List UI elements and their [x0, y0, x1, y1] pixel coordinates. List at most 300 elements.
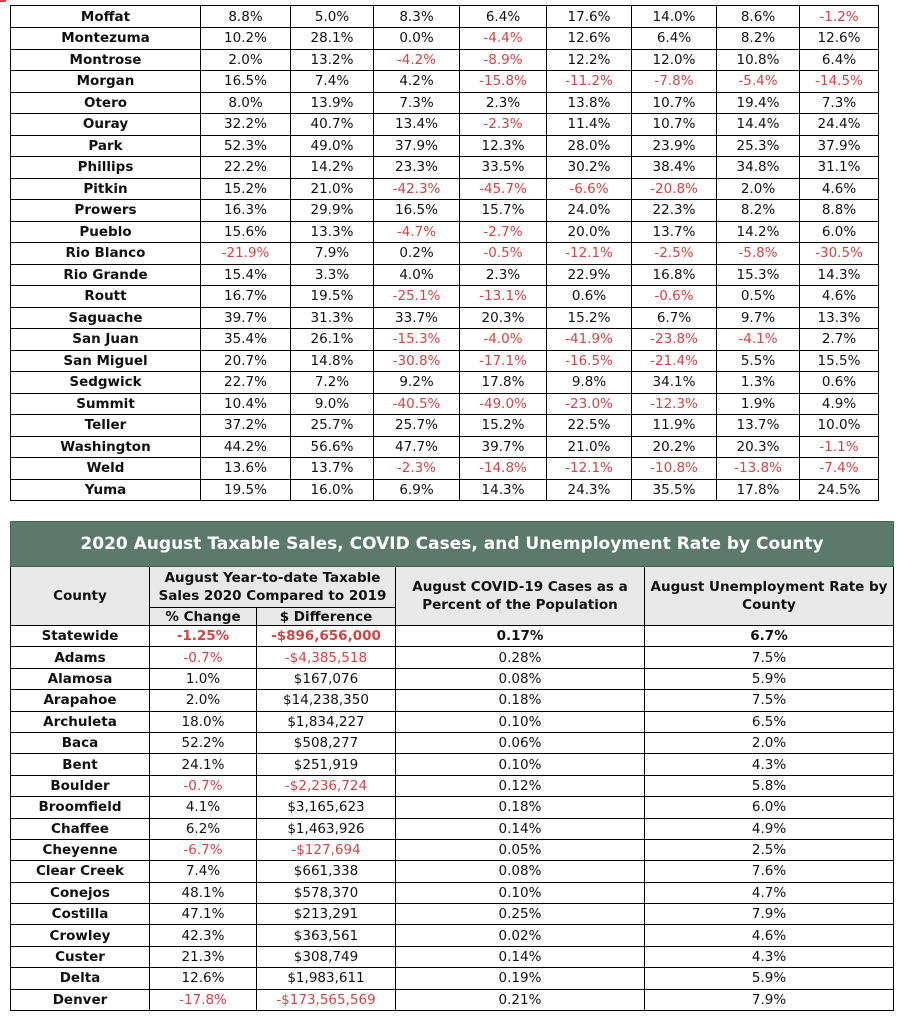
county-name-cell: Adams [11, 647, 150, 668]
rate-cell: 0.0% [374, 28, 460, 50]
pct-change-cell: 6.2% [150, 818, 257, 839]
covid-percent-cell: 0.25% [396, 904, 645, 925]
county-name-cell: Conejos [11, 882, 150, 903]
unemployment-rate-cell: 4.3% [645, 754, 894, 775]
rate-cell: 35.4% [201, 329, 291, 351]
rate-cell: 32.2% [201, 114, 291, 136]
rate-cell: 15.2% [547, 307, 632, 329]
rate-cell: 23.9% [632, 135, 717, 157]
rate-cell: 24.3% [547, 479, 632, 501]
rate-cell: 14.3% [800, 264, 879, 286]
table-row [11, 754, 894, 775]
pct-change-cell: 48.1% [150, 882, 257, 903]
rate-cell: -12.1% [547, 458, 632, 480]
rate-cell: 22.7% [201, 372, 291, 394]
rate-cell: 20.0% [547, 221, 632, 243]
covid-percent-cell: 0.21% [396, 989, 645, 1010]
rate-cell: 20.3% [717, 436, 800, 458]
rate-cell: 9.2% [374, 372, 460, 394]
rate-cell: -4.2% [374, 49, 460, 71]
rate-cell: -13.1% [460, 286, 547, 308]
county-name-cell: Clear Creek [11, 861, 150, 882]
rate-cell: 8.8% [800, 200, 879, 222]
county-name-cell: Arapahoe [11, 690, 150, 711]
rate-cell: -40.5% [374, 393, 460, 415]
rate-cell: 14.8% [291, 350, 374, 372]
table-row [11, 71, 879, 93]
rate-cell: 6.7% [632, 307, 717, 329]
rate-cell: 8.3% [374, 6, 460, 28]
pct-change-cell: 1.0% [150, 668, 257, 689]
county-name-cell: Crowley [11, 925, 150, 946]
rate-cell: 22.5% [547, 415, 632, 437]
covid-percent-cell: 0.14% [396, 946, 645, 967]
rate-cell: -49.0% [460, 393, 547, 415]
rate-cell: 25.3% [717, 135, 800, 157]
table-row [11, 839, 894, 860]
rate-cell: 3.3% [291, 264, 374, 286]
county-name-cell: Denver [11, 989, 150, 1010]
rate-cell: -15.3% [374, 329, 460, 351]
rate-cell: 15.7% [460, 200, 547, 222]
unemployment-rate-cell: 5.9% [645, 968, 894, 989]
rate-cell: 4.6% [800, 178, 879, 200]
table-row [11, 200, 879, 222]
table-row [11, 797, 894, 818]
covid-percent-cell: 0.18% [396, 797, 645, 818]
rate-cell: 38.4% [632, 157, 717, 179]
rate-cell: 10.7% [632, 92, 717, 114]
rate-cell: 22.2% [201, 157, 291, 179]
rate-cell: 2.3% [460, 264, 547, 286]
rate-cell: 8.8% [201, 6, 291, 28]
county-name-cell: Weld [11, 458, 201, 480]
county-header: County [11, 567, 150, 626]
rate-cell: 13.8% [547, 92, 632, 114]
unemployment-rate-cell: 2.5% [645, 839, 894, 860]
covid-percent-cell: 0.10% [396, 754, 645, 775]
rate-cell: 12.3% [460, 135, 547, 157]
table-row [11, 968, 894, 989]
pct-change-cell: -0.7% [150, 647, 257, 668]
rate-cell: 12.2% [547, 49, 632, 71]
rate-cell: 2.0% [201, 49, 291, 71]
dollar-difference-cell: $1,834,227 [257, 711, 396, 732]
rate-cell: 6.4% [632, 28, 717, 50]
table-row [11, 6, 879, 28]
unemployment-rate-cell: 6.7% [645, 626, 894, 647]
table-row [11, 436, 879, 458]
covid-percent-cell: 0.10% [396, 711, 645, 732]
county-name-cell: Prowers [11, 200, 201, 222]
county-name-cell: Boulder [11, 775, 150, 796]
unemployment-header: August Unemployment Rate by County [645, 567, 894, 626]
county-rates-table-continued [10, 5, 879, 501]
rate-cell: -14.8% [460, 458, 547, 480]
table-row [11, 775, 894, 796]
rate-cell: 31.1% [800, 157, 879, 179]
dollar-difference-cell: $1,983,611 [257, 968, 396, 989]
county-name-cell: Moffat [11, 6, 201, 28]
unemployment-rate-cell: 7.5% [645, 647, 894, 668]
pct-change-cell: 7.4% [150, 861, 257, 882]
table-row [11, 861, 894, 882]
rate-cell: 13.3% [800, 307, 879, 329]
rate-cell: -23.0% [547, 393, 632, 415]
table-row [11, 690, 894, 711]
rate-cell: 10.2% [201, 28, 291, 50]
rate-cell: 37.9% [800, 135, 879, 157]
rate-cell: 9.0% [291, 393, 374, 415]
table-row [11, 221, 879, 243]
rate-cell: -23.8% [632, 329, 717, 351]
august-sales-covid-unemployment-table [10, 521, 894, 1011]
unemployment-rate-cell: 4.9% [645, 818, 894, 839]
rate-cell: 14.2% [717, 221, 800, 243]
rate-cell: -30.8% [374, 350, 460, 372]
rate-cell: 13.4% [374, 114, 460, 136]
county-name-cell: Saguache [11, 307, 201, 329]
rate-cell: 2.0% [717, 178, 800, 200]
rate-cell: 6.0% [800, 221, 879, 243]
covid-percent-cell: 0.28% [396, 647, 645, 668]
rate-cell: 14.2% [291, 157, 374, 179]
rate-cell: 13.6% [201, 458, 291, 480]
county-name-cell: Delta [11, 968, 150, 989]
dollar-difference-cell: -$127,694 [257, 839, 396, 860]
unemployment-rate-cell: 4.6% [645, 925, 894, 946]
rate-cell: 4.6% [800, 286, 879, 308]
rate-cell: 33.5% [460, 157, 547, 179]
covid-percent-cell: 0.14% [396, 818, 645, 839]
rate-cell: 39.7% [460, 436, 547, 458]
rate-cell: 6.4% [460, 6, 547, 28]
covid-percent-cell: 0.06% [396, 732, 645, 753]
rate-cell: 44.2% [201, 436, 291, 458]
rate-cell: 5.5% [717, 350, 800, 372]
unemployment-rate-cell: 7.5% [645, 690, 894, 711]
table-row [11, 668, 894, 689]
county-name-cell: Montezuma [11, 28, 201, 50]
table-row [11, 882, 894, 903]
rate-cell: -7.8% [632, 71, 717, 93]
county-name-cell: Routt [11, 286, 201, 308]
table-row [11, 458, 879, 480]
rate-cell: -15.8% [460, 71, 547, 93]
rate-cell: 4.0% [374, 264, 460, 286]
rate-cell: 19.5% [291, 286, 374, 308]
rate-cell: 31.3% [291, 307, 374, 329]
pct-change-cell: 2.0% [150, 690, 257, 711]
dollar-difference-cell: $3,165,623 [257, 797, 396, 818]
rate-cell: 26.1% [291, 329, 374, 351]
pct-change-cell: 42.3% [150, 925, 257, 946]
pct-change-header: % Change [150, 608, 257, 626]
rate-cell: -5.4% [717, 71, 800, 93]
county-name-cell: Otero [11, 92, 201, 114]
rate-cell: -45.7% [460, 178, 547, 200]
rate-cell: 7.9% [291, 243, 374, 265]
covid-percent-cell: 0.19% [396, 968, 645, 989]
pct-change-cell: -0.7% [150, 775, 257, 796]
county-name-cell: Rio Blanco [11, 243, 201, 265]
county-name-cell: Park [11, 135, 201, 157]
pct-change-cell: 52.2% [150, 732, 257, 753]
dollar-difference-cell: $363,561 [257, 925, 396, 946]
covid-percent-cell: 0.02% [396, 925, 645, 946]
rate-cell: 14.3% [460, 479, 547, 501]
ytd-sales-header: August Year-to-date Taxable Sales 2020 Compared to 2019 [150, 567, 396, 608]
table-row [11, 415, 879, 437]
dollar-difference-cell: -$173,565,569 [257, 989, 396, 1010]
table-row [11, 818, 894, 839]
table-row [11, 711, 894, 732]
rate-cell: 4.2% [374, 71, 460, 93]
rate-cell: -1.2% [800, 6, 879, 28]
rate-cell: -4.4% [460, 28, 547, 50]
unemployment-rate-cell: 5.8% [645, 775, 894, 796]
rate-cell: 15.5% [800, 350, 879, 372]
rate-cell: 16.5% [374, 200, 460, 222]
rate-cell: 37.2% [201, 415, 291, 437]
rate-cell: 6.9% [374, 479, 460, 501]
pct-change-cell: -17.8% [150, 989, 257, 1010]
table-row [11, 49, 879, 71]
rate-cell: -0.5% [460, 243, 547, 265]
county-name-cell: Yuma [11, 479, 201, 501]
county-name-cell: Pueblo [11, 221, 201, 243]
rate-cell: 24.4% [800, 114, 879, 136]
dollar-difference-cell: -$4,385,518 [257, 647, 396, 668]
table-row [11, 178, 879, 200]
rate-cell: -13.8% [717, 458, 800, 480]
covid-percent-cell: 0.08% [396, 861, 645, 882]
rate-cell: 17.6% [547, 6, 632, 28]
rate-cell: 8.2% [717, 28, 800, 50]
unemployment-rate-cell: 7.9% [645, 904, 894, 925]
rate-cell: -4.7% [374, 221, 460, 243]
county-name-cell: Sedgwick [11, 372, 201, 394]
pct-change-cell: 18.0% [150, 711, 257, 732]
rate-cell: 25.7% [291, 415, 374, 437]
table-row [11, 28, 879, 50]
rate-cell: 35.5% [632, 479, 717, 501]
unemployment-rate-cell: 4.7% [645, 882, 894, 903]
table-row [11, 264, 879, 286]
county-name-cell: Chaffee [11, 818, 150, 839]
rate-cell: -42.3% [374, 178, 460, 200]
rate-cell: 8.2% [717, 200, 800, 222]
rate-cell: 22.3% [632, 200, 717, 222]
table-row [11, 732, 894, 753]
rate-cell: 20.3% [460, 307, 547, 329]
rate-cell: 16.0% [291, 479, 374, 501]
rate-cell: 7.3% [800, 92, 879, 114]
rate-cell: 21.0% [291, 178, 374, 200]
county-name-cell: Archuleta [11, 711, 150, 732]
county-name-cell: Baca [11, 732, 150, 753]
rate-cell: -16.5% [547, 350, 632, 372]
covid-percent-cell: 0.05% [396, 839, 645, 860]
county-name-cell: Rio Grande [11, 264, 201, 286]
table-row [11, 286, 879, 308]
rate-cell: -8.9% [460, 49, 547, 71]
rate-cell: -2.3% [460, 114, 547, 136]
rate-cell: 12.6% [800, 28, 879, 50]
table-row [11, 350, 879, 372]
county-name-cell: Custer [11, 946, 150, 967]
rate-cell: -6.6% [547, 178, 632, 200]
rate-cell: 0.5% [717, 286, 800, 308]
rate-cell: 2.3% [460, 92, 547, 114]
pct-change-cell: -6.7% [150, 839, 257, 860]
dollar-difference-cell: $167,076 [257, 668, 396, 689]
table-row [11, 989, 894, 1010]
covid-header: August COVID-19 Cases as a Percent of the Population [396, 567, 645, 626]
county-name-cell: Washington [11, 436, 201, 458]
rate-cell: 15.2% [460, 415, 547, 437]
rate-cell: 1.3% [717, 372, 800, 394]
pct-change-cell: 47.1% [150, 904, 257, 925]
rate-cell: 12.0% [632, 49, 717, 71]
dollar-difference-cell: $251,919 [257, 754, 396, 775]
dollar-difference-cell: $213,291 [257, 904, 396, 925]
rate-cell: 15.4% [201, 264, 291, 286]
rate-cell: 19.5% [201, 479, 291, 501]
rate-cell: 20.7% [201, 350, 291, 372]
rate-cell: 39.7% [201, 307, 291, 329]
table-row [11, 157, 879, 179]
rate-cell: 33.7% [374, 307, 460, 329]
rate-cell: -12.3% [632, 393, 717, 415]
rate-cell: -10.8% [632, 458, 717, 480]
rate-cell: 5.0% [291, 6, 374, 28]
rate-cell: 10.0% [800, 415, 879, 437]
pct-change-cell: -1.25% [150, 626, 257, 647]
rate-cell: -1.1% [800, 436, 879, 458]
rate-cell: 13.9% [291, 92, 374, 114]
rate-cell: 14.4% [717, 114, 800, 136]
rate-cell: -7.4% [800, 458, 879, 480]
rate-cell: 28.1% [291, 28, 374, 50]
rate-cell: 16.7% [201, 286, 291, 308]
covid-percent-cell: 0.18% [396, 690, 645, 711]
rate-cell: 11.4% [547, 114, 632, 136]
rate-cell: 15.2% [201, 178, 291, 200]
table-row [11, 92, 879, 114]
rate-cell: 1.9% [717, 393, 800, 415]
rate-cell: 0.6% [547, 286, 632, 308]
county-name-cell: Alamosa [11, 668, 150, 689]
rate-cell: 16.8% [632, 264, 717, 286]
rate-cell: 21.0% [547, 436, 632, 458]
rate-cell: 40.7% [291, 114, 374, 136]
table-row [11, 114, 879, 136]
unemployment-rate-cell: 7.9% [645, 989, 894, 1010]
county-name-cell: Broomfield [11, 797, 150, 818]
rate-cell: -30.5% [800, 243, 879, 265]
rate-cell: 10.8% [717, 49, 800, 71]
pct-change-cell: 21.3% [150, 946, 257, 967]
rate-cell: 12.6% [547, 28, 632, 50]
table-row [11, 647, 894, 668]
county-name-cell: Teller [11, 415, 201, 437]
covid-percent-cell: 0.12% [396, 775, 645, 796]
rate-cell: 0.6% [800, 372, 879, 394]
rate-cell: 9.8% [547, 372, 632, 394]
rate-cell: 7.3% [374, 92, 460, 114]
county-name-cell: Pitkin [11, 178, 201, 200]
rate-cell: -2.7% [460, 221, 547, 243]
table-row [11, 372, 879, 394]
covid-percent-cell: 0.08% [396, 668, 645, 689]
county-name-cell: Costilla [11, 904, 150, 925]
rate-cell: 23.3% [374, 157, 460, 179]
dollar-difference-cell: $508,277 [257, 732, 396, 753]
rate-cell: -0.6% [632, 286, 717, 308]
rate-cell: 16.5% [201, 71, 291, 93]
rate-cell: -41.9% [547, 329, 632, 351]
rate-cell: 6.4% [800, 49, 879, 71]
top-edge-mark [0, 0, 6, 2]
rate-cell: -2.3% [374, 458, 460, 480]
dollar-difference-cell: $308,749 [257, 946, 396, 967]
rate-cell: 34.1% [632, 372, 717, 394]
county-name-cell: Phillips [11, 157, 201, 179]
rate-cell: 14.0% [632, 6, 717, 28]
pct-change-cell: 24.1% [150, 754, 257, 775]
covid-percent-cell: 0.10% [396, 882, 645, 903]
unemployment-rate-cell: 5.9% [645, 668, 894, 689]
rate-cell: 0.2% [374, 243, 460, 265]
rate-cell: 17.8% [717, 479, 800, 501]
county-name-cell: Bent [11, 754, 150, 775]
rate-cell: 8.0% [201, 92, 291, 114]
rate-cell: 10.4% [201, 393, 291, 415]
rate-cell: -5.8% [717, 243, 800, 265]
table-row [11, 479, 879, 501]
covid-percent-cell: 0.17% [396, 626, 645, 647]
rate-cell: 25.7% [374, 415, 460, 437]
rate-cell: 24.5% [800, 479, 879, 501]
table-row [11, 904, 894, 925]
county-name-cell: Cheyenne [11, 839, 150, 860]
rate-cell: 13.7% [717, 415, 800, 437]
rate-cell: 8.6% [717, 6, 800, 28]
rate-cell: 7.2% [291, 372, 374, 394]
rate-cell: 16.3% [201, 200, 291, 222]
rate-cell: 29.9% [291, 200, 374, 222]
county-name-cell: Morgan [11, 71, 201, 93]
dollar-difference-cell: $578,370 [257, 882, 396, 903]
rate-cell: 34.8% [717, 157, 800, 179]
county-name-cell: San Juan [11, 329, 201, 351]
rate-cell: 56.6% [291, 436, 374, 458]
rate-cell: 52.3% [201, 135, 291, 157]
rate-cell: -17.1% [460, 350, 547, 372]
rate-cell: 10.7% [632, 114, 717, 136]
dollar-difference-cell: $14,238,350 [257, 690, 396, 711]
rate-cell: 19.4% [717, 92, 800, 114]
dollar-difference-cell: $1,463,926 [257, 818, 396, 839]
county-name-cell: Montrose [11, 49, 201, 71]
rate-cell: -20.8% [632, 178, 717, 200]
rate-cell: -25.1% [374, 286, 460, 308]
dollar-difference-cell: -$2,236,724 [257, 775, 396, 796]
rate-cell: -11.2% [547, 71, 632, 93]
rate-cell: -21.9% [201, 243, 291, 265]
dollar-difference-cell: -$896,656,000 [257, 626, 396, 647]
